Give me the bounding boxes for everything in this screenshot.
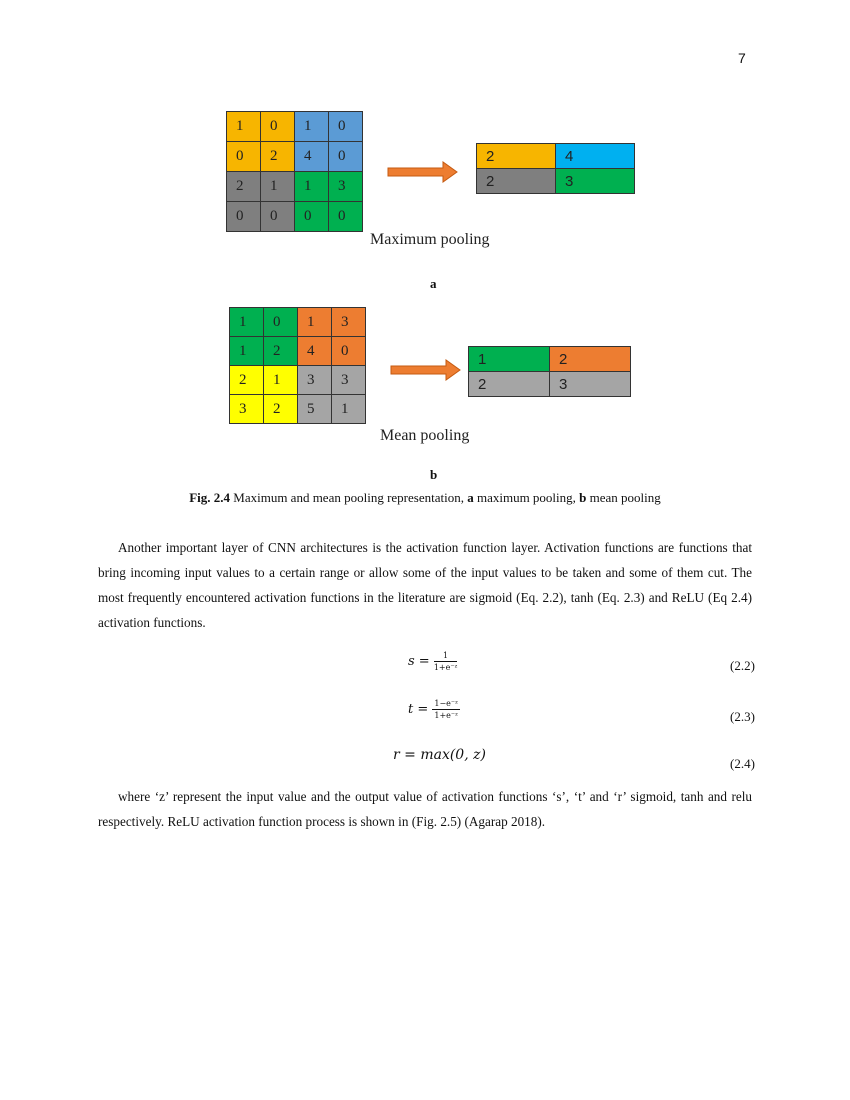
equation-lhs: s =: [408, 654, 430, 669]
grid-cell: 1: [295, 112, 329, 142]
grid-cell: 1: [230, 337, 264, 366]
subfigure-b-label: b: [430, 467, 438, 482]
grid-cell: 0: [295, 202, 329, 232]
equation-number: (2.4): [730, 756, 755, 771]
equation-number: (2.2): [730, 658, 755, 673]
grid-row: [477, 144, 635, 169]
grid-cell: 3: [550, 372, 631, 397]
grid-cell: 0: [329, 112, 363, 142]
paragraph-2-text: where ‘z’ represent the input value and the output value of activation functions ‘s’, ‘t’ and ‘r’ sigmoid, tanh and relu respectively. ReLU activation function process is shown in (Fig. 2.5) (Agarap 2018).: [98, 789, 752, 829]
arrow-shape: [388, 162, 457, 182]
numerator: 1−e⁻ᶻ: [434, 699, 458, 708]
grid-cell: 2: [477, 169, 556, 194]
body-paragraph: [98, 535, 752, 635]
mean-pooling-output-grid: [468, 346, 631, 397]
grid-cell: 2: [264, 395, 298, 424]
grid-cell: 0: [261, 112, 295, 142]
equation-tanh: [408, 698, 460, 721]
grid-cell: 3: [230, 395, 264, 424]
grid-row: [230, 395, 366, 424]
caption-a: a: [467, 490, 474, 505]
grid-row: [227, 142, 363, 172]
grid-cell: 5: [298, 395, 332, 424]
caption-text: maximum pooling,: [473, 490, 580, 505]
grid-row: [230, 366, 366, 395]
mean-pooling-input-grid: [229, 307, 366, 424]
page-number: 7: [738, 50, 746, 66]
grid-cell: 0: [227, 202, 261, 232]
caption-text: Maximum and mean pooling representation,: [230, 490, 468, 505]
grid-cell: 1: [261, 172, 295, 202]
grid-cell: 1: [332, 395, 366, 424]
grid-cell: 2: [227, 172, 261, 202]
equation-relu: r = max(0, z): [393, 747, 486, 763]
equation-fraction: [432, 698, 459, 721]
grid-row: [230, 308, 366, 337]
grid-cell: 1: [295, 172, 329, 202]
equation-lhs: t =: [408, 702, 429, 717]
caption-text: mean pooling: [586, 490, 661, 505]
grid-cell: 3: [329, 172, 363, 202]
numerator: 1: [434, 650, 457, 662]
grid-cell: 0: [329, 202, 363, 232]
grid-row: [477, 169, 635, 194]
grid-row: [227, 112, 363, 142]
grid-cell: 1: [230, 308, 264, 337]
max-pooling-output-grid: [476, 143, 635, 194]
grid-cell: 2: [261, 142, 295, 172]
grid-cell: 0: [261, 202, 295, 232]
denominator: 1+e⁻ᶻ: [433, 663, 458, 672]
grid-cell: 4: [295, 142, 329, 172]
grid-cell: 1: [469, 347, 550, 372]
paragraph-1-text: Another important layer of CNN architectures is the activation function layer. Activation functions are functions that bring incoming input values to a certain range or allow some of the input values to be taken and some of them cut. The most frequently encountered activation functions in the literature are sigmoid (Eq. 2.2), tanh (Eq. 2.3) and ReLU (Eq 2.4) activation functions.: [98, 540, 752, 630]
body-paragraph: [98, 784, 752, 834]
grid-cell: 1: [227, 112, 261, 142]
max-pooling-arrow: [387, 160, 459, 184]
equation-number: (2.3): [730, 709, 755, 724]
mean-pooling-arrow: [390, 358, 462, 382]
grid-row: [227, 172, 363, 202]
grid-cell: 4: [556, 144, 635, 169]
grid-cell: 3: [332, 308, 366, 337]
max-pooling-input-grid: [226, 111, 363, 232]
caption-figure-number: Fig. 2.4: [189, 490, 231, 505]
figure-caption: [0, 490, 850, 506]
denominator: 1+e⁻ᶻ: [434, 711, 458, 720]
equation-sigmoid: [408, 650, 457, 673]
mean-pooling-label: Mean pooling: [380, 427, 470, 444]
grid-cell: 2: [264, 337, 298, 366]
max-pooling-label: Maximum pooling: [370, 231, 490, 248]
grid-row: [469, 372, 631, 397]
grid-cell: 3: [556, 169, 635, 194]
grid-cell: 2: [477, 144, 556, 169]
grid-cell: 1: [298, 308, 332, 337]
arrow-shape: [391, 360, 460, 380]
grid-cell: 3: [332, 366, 366, 395]
grid-cell: 1: [264, 366, 298, 395]
grid-cell: 0: [227, 142, 261, 172]
grid-cell: 0: [332, 337, 366, 366]
grid-row: [230, 337, 366, 366]
grid-cell: 3: [298, 366, 332, 395]
grid-cell: 0: [264, 308, 298, 337]
grid-cell: 2: [550, 347, 631, 372]
equation-fraction: [434, 650, 457, 673]
grid-cell: 2: [469, 372, 550, 397]
subfigure-a-label: a: [430, 276, 437, 291]
grid-cell: 2: [230, 366, 264, 395]
grid-row: [227, 202, 363, 232]
caption-b: b: [579, 490, 587, 505]
grid-row: [469, 347, 631, 372]
grid-cell: 0: [329, 142, 363, 172]
grid-cell: 4: [298, 337, 332, 366]
